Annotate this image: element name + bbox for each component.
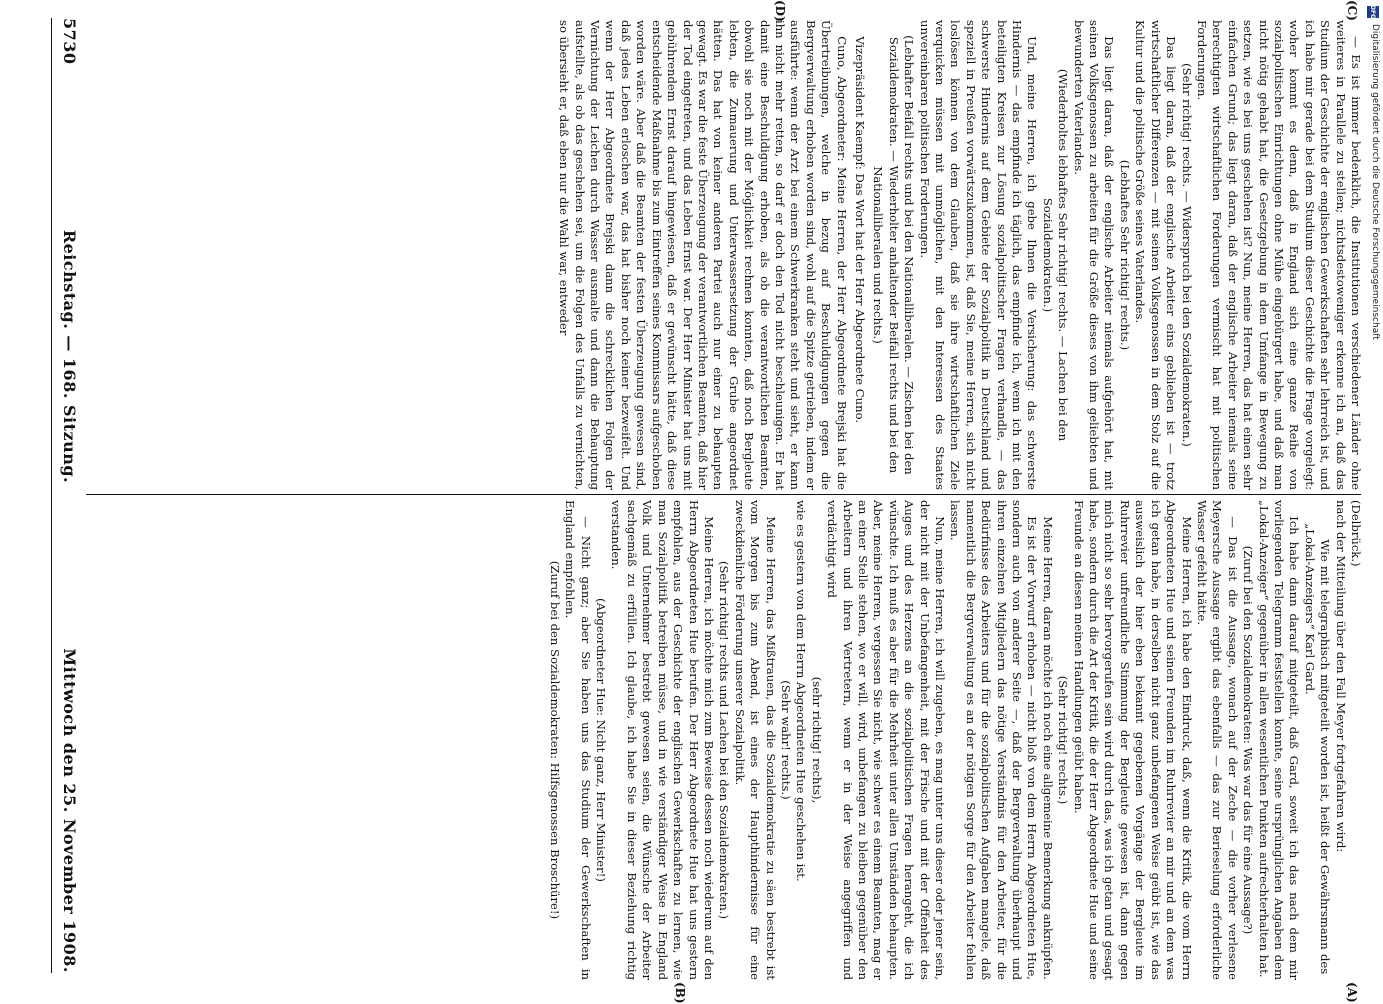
margin-marker-b: (B)	[673, 982, 687, 1004]
paragraph: (sehr richtig! rechts),	[809, 676, 824, 804]
session-title: Reichstag. — 168. Sitzung.	[60, 229, 79, 484]
margin-marker-a: (A)	[1345, 982, 1359, 1003]
paragraph: (Delbrück.)	[1349, 500, 1363, 567]
paragraph: (Sehr wahr! rechts.)	[778, 680, 793, 800]
paragraph: (Zuruf bei den Sozialdemokraten: Hilfsgenossen Broschüre!)	[547, 560, 562, 920]
paragraph: (Abgeordneter Hue: Nicht ganz, Herr Minister!)	[594, 598, 609, 882]
header-rule	[51, 18, 52, 973]
paragraph: Meine Herren, ich möchte mich zum Beweise dessen noch wiederum auf den Herrn Abgeordneten Hue berufen. Der Herr Abgeordnete Hue hat uns gestern empfohlen, aus der Geschichte der englischen Gewerkschaften zu lernen, wie man Sozialpolitik betreiben müsse, und in wie verständiger Weise in England Volk und Unternehmer bestrebt gewesen seien, die Wünsche der Arbeiter sachgemäß zu erfüllen. Ich glaube, ich habe Sie in dieser Beziehung richtig verstanden.	[609, 500, 716, 980]
right-column	[88, 20, 1363, 490]
dfg-logo-icon: DFG	[1367, 6, 1379, 18]
paragraph: — Es ist immer bedenklich, die Institutionen verschiedener Länder ohne weiteres in Parallele zu stellen; nichtsdestoweniger erkenne ich an, daß das Studium der Geschichte der englischen Gewerkschaften sehr lehrreich ist, und ich habe mir gerade bei dem Studium dieser Geschichte die Frage vorgelegt: woher kommt es denn, daß in England sich eine ganze Reihe von sozialpolitischen Einrichtungen ohne Mühe eingebürgert habe, und daß man nicht nötig gehabt hat, die Gesetzgebung in dem Umfange in Bewegung zu setzen, wie es bei uns geschehen ist? Nun, meine Herren, das hat einen sehr einfachen Grund; das liegt daran, daß der englische Arbeiter niemals seine berechtigten wirtschaftlichen Forderungen vermischt hat mit politischen Forderungen.	[1194, 20, 1363, 490]
paragraph: (Sehr richtig! rechts.)	[1056, 675, 1071, 805]
paragraph: Das liegt daran, daß der englische Arbeiter niemals aufgehört hat, mit seinen Volksgenossen zu arbeiten für die Größe dieses von ihm geliebten und bewunderten Vaterlandes.	[1071, 20, 1117, 490]
paragraph: Cuno, Abgeordneter: Meine Herren, der Herr Abgeordnete Brejski hat die Übertreibungen, welche in bezug auf Beschuldigungen gegen die Bergverwaltung erhoben worden sind, wohl auf die Spitze getrieben, indem er ausführte: wenn der Arzt bei einem Schwerkranken steht und sieht, er kann ihn nicht mehr retten, so darf er doch den Tod nicht beschleunigen. Er hat damit eine Beschuldigung erhoben, als ob die verantwortlichen Beamten, obwohl sie noch mit der Möglichkeit rechnen konnten, daß noch Bergleute lebten, die Zumauerung und Unterwassersetzung der Grube angeordnet hätten. Das hat von keiner anderen Partei auch nur einer zu behaupten gewagt. Es war die feste Überzeugung der verantwortlichen Beamten, daß hier der Tod eingetreten, und das Leben Ernst war. Der Herr Minister hat uns mit gebührendem Ernst darauf hingewiesen, daß er gewünscht hätte, daß diese entscheidende Maßnahme bis zum Eintreffen seines Kommissars aufgeschoben worden wäre. Aber daß die Beamten der festen Überzeugung gewesen sind, daß jedes Leben erloschen war, das hat bisher noch keiner bezweifelt. Und wenn der Herr Abgeordnete Brejski dann die schrecklichen Folgen der Vernichtung der Leichen durch Wasser ausmalte und dann die Behauptung aufstellte, als ob das geschehen sei, um die Folgen des Unfalls zu vernichten, so übersieht er, daß eben nur die Wahl war, entweder	[557, 20, 849, 490]
digitization-sidebar	[1365, 0, 1383, 620]
paragraph: (Lebhaftes Sehr richtig! rechts.)	[1117, 159, 1132, 351]
left-column	[88, 500, 1363, 980]
paragraph: Meine Herren, daran möchte ich noch eine allgemeine Bemerkung anknüpfen.	[1040, 516, 1055, 980]
paragraph: (Zuruf bei den Sozialdemokraten: Was war das für eine Aussage?)	[1241, 545, 1256, 935]
paragraph: Meine Herren, das Mißtrauen, das die Sozialdemokratie zu säen bestrebt ist vom Morgen bis zum Abend, ist eines der Haupthindernisse für eine zweckdienliche Förderung unserer Sozialpolitik.	[732, 500, 778, 980]
page-number: 5730	[60, 18, 79, 65]
margin-marker-d: (D)	[773, 0, 787, 22]
paragraph: Wie mit telegraphisch mitgeteilt worden ist, heißt der Gewährsmann des „Lokal-Anzeigers“ Karl Gard.	[1302, 523, 1333, 975]
session-date: Mittwoch den 25. November 1908.	[60, 648, 79, 973]
margin-marker-c: (C)	[1345, 0, 1359, 21]
paragraph: nach der Mitteilung über den Fall Meyer fortgefahren wird:	[1333, 500, 1348, 853]
paragraph: Meine Herren, ich habe den Eindruck, daß, wenn die Kritik, die vom Herrn Abgeordneten Hue und seinen Freunden im Ruhrrevier an mir und an dem was ich getan habe, in derselben nicht ganz unbefangenen Weise geübt ist, wie das ausweislich der hier eben bekannt gegebenen Vorgänge der Bergleute im Ruhrrevier unfreundliche Stimmung der Bergleute gewesen ist, dann gegen mich nicht so sehr hervorgerufen sein wird durch das, was ich getan und gesagt habe, sondern durch die Art der Kritik, die der Herr Abgeordnete Hue und seine Freunde an diesen meinen Handlungen geübt haben.	[1071, 500, 1194, 980]
paragraph: (Sehr richtig! rechts und Lachen bei den Sozialdemokraten.)	[717, 560, 732, 920]
paragraph: (Sehr richtig! rechts. — Widerspruch bei den Sozialdemokraten.)	[1179, 63, 1194, 447]
paragraph: Vizepräsident Kaempf: Das Wort hat der Herr Abgeordnete Cuno.	[853, 36, 867, 424]
paragraph: Ich habe dann darauf mitgeteilt, daß Gard, soweit ich das nach dem mir vorliegenden Telegramm feststellen konnte, seine ursprünglichen Angaben dem „Lokal-Anzeiger“ gegenüber in allen wesentlichen Punkten aufrechterhalten hat.	[1256, 500, 1302, 980]
column-divider	[86, 494, 1361, 495]
paragraph: Nun, meine Herren, ich will zugeben, es mag unter uns dieser oder jener sein, der nicht mit der Unbefangenheit, mit der Frische und mit der Offenheit des Auges und des Herzens an die sozialpolitischen Fragen herangeht, die ich wünschte. Ich muß es aber für die Mehrheit unter allen Umständen behaupten. Aber, meine Herren, vergessen Sie nicht, wie schwer es einem Beamten, mag er an einer Stelle stehen, wo er will, wird, unbefangen zu bleiben gegenüber den Arbeitern und ihren Vertretern, wenn er in der Weise angegriffen und verdächtigt wird	[825, 500, 948, 980]
page-header	[57, 18, 79, 973]
paragraph: — Nicht ganz; aber Sie haben uns das Studium der Gewerkschaften in England empfohlen.	[563, 500, 593, 980]
digitization-note: Digitalisierung gefördert durch die Deutsche Forschungsgemeinschaft	[1370, 24, 1380, 340]
paragraph: Und, meine Herren, ich gebe Ihnen die Versicherung: das schwerste Hindernis — das empfinde ich täglich, das empfinde ich, wenn ich mit den beteiligten Kreisen zur Lösung sozialpolitischer Fragen verhandle, — das schwerste Hindernis auf dem Gebiete der Sozialpolitik in Deutschland und speziell in Preußen vorwärtszukommen, ist, daß Sie, meine Herren, sich nicht loslösen können von dem Glauben, daß sie ihre wirtschaftlichen Ziele verquicken müssen mit unmöglichen, mit den Interessen des Staates unvereinbaren politischen Forderungen.	[917, 20, 1040, 490]
paragraph: (Lebhafter Beifall rechts und bei den Nationalliberalen. — Zischen bei den Sozialdemokraten. — Wiederholter anhaltender Beifall rechts und bei den Nationalliberalen und rechts.)	[871, 35, 917, 475]
paragraph: Das liegt daran, daß der englische Arbeiter eins geblieben ist — trotz wirtschaftlicher Differenzen — mit seinen Volksgenossen in dem Stolz auf die Kultur und die politische Größe seines Vaterlandes.	[1133, 20, 1179, 490]
paragraph: — Das ist die Aussage, wonach auf der Zeche — die vorher verlesene Meyersche Aussage ergibt das ebenfalls — das zur Berieselung erforderliche Wasser gefehlt hätte.	[1194, 500, 1240, 980]
paragraph: wie es gestern von dem Herrn Abgeordneten Hue geschehen ist.	[794, 500, 809, 882]
paragraph: Es ist der Vorwurf erhoben — nicht bloß von dem Herrn Abgeordneten Hue, sondern auch von anderer Seite —, daß der Bergverwaltung überhaupt und ihren einzelnen Mitgliedern das nötige Verständnis für den Arbeiter, für die Bedürfnisse des Arbeiters und für die sozialpolitischen Aufgaben mangele, daß namentlich die Bergverwaltung es an der nötigen Sorge für den Arbeiter fehlen lassen.	[948, 500, 1040, 980]
paragraph: (Wiederholtes lebhaftes Sehr richtig! rechts. — Lachen bei den Sozialdemokraten.)	[1040, 68, 1071, 442]
